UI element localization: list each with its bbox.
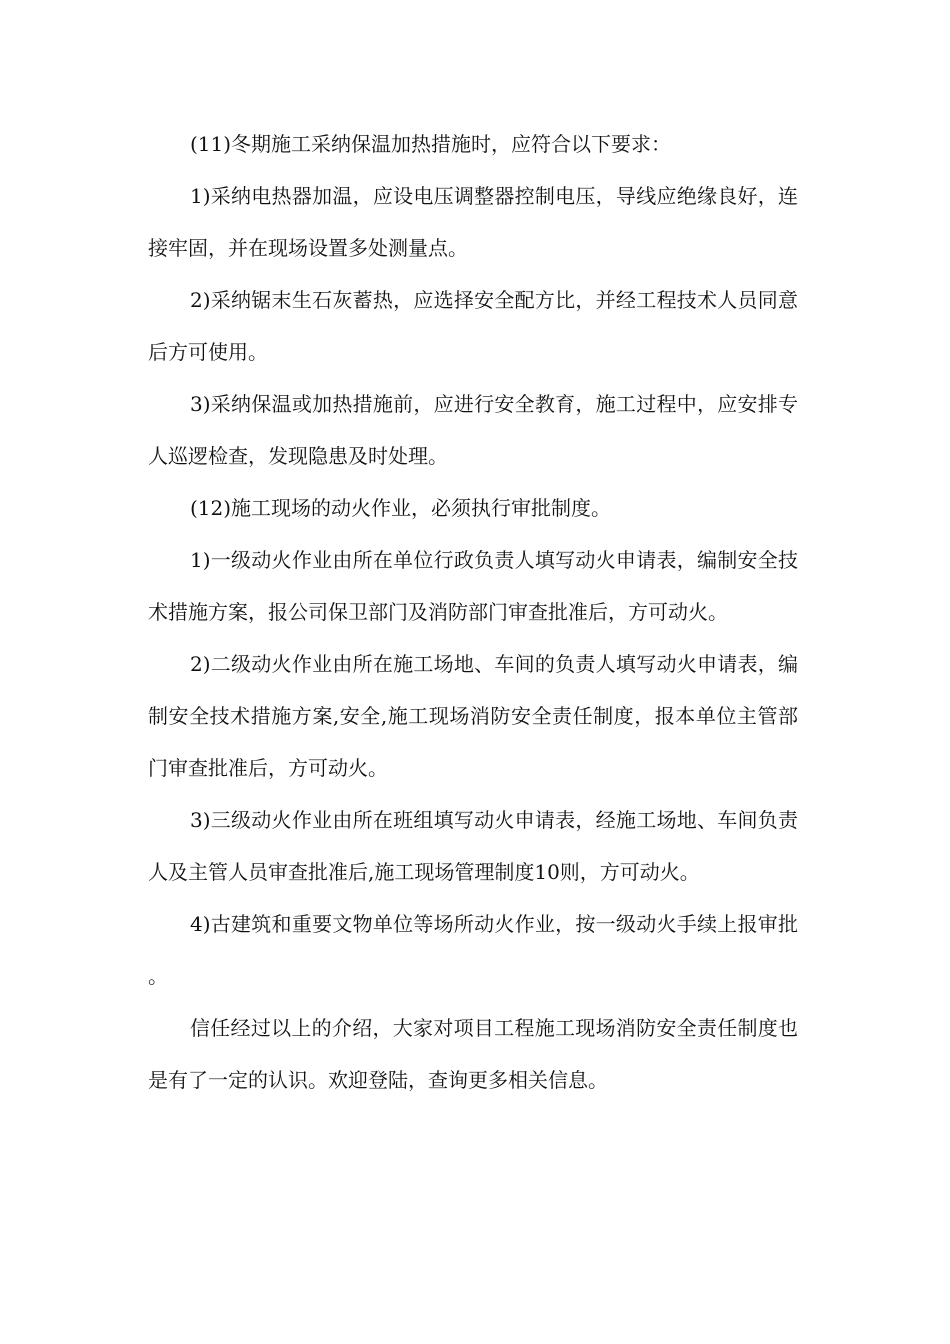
- paragraph-ancient-buildings: 4)古建筑和重要文物单位等场所动火作业，按一级动火手续上报审批。: [148, 912, 798, 988]
- paragraph-level-two-hot-work: 2)二级动火作业由所在施工场地、车间的负责人填写动火申请表，编制安全技术措施方案,安全,施工现场消防安全责任制度，报本单位主管部门审查批准后，方可动火。: [148, 652, 798, 780]
- paragraph-level-one-hot-work: 1)一级动火作业由所在单位行政负责人填写动火申请表，编制安全技术措施方案，报公司保卫部门及消防部门审查批准后，方可动火。: [148, 548, 798, 624]
- paragraph-hot-work-approval: (12)施工现场的动火作业，必须执行审批制度。: [190, 496, 612, 520]
- paragraph-closing-note: 信任经过以上的介绍，大家对项目工程施工现场消防安全责任制度也是有了一定的认识。欢迎登陆，查询更多相关信息。: [148, 1016, 798, 1092]
- paragraph-winter-heating-requirements: (11)冬期施工采纳保温加热措施时，应符合以下要求：: [190, 132, 672, 156]
- paragraph-sawdust-lime: 2)采纳锯末生石灰蓄热，应选择安全配方比，并经工程技术人员同意后方可使用。: [148, 288, 798, 364]
- paragraph-electric-heater: 1)采纳电热器加温，应设电压调整器控制电压，导线应绝缘良好，连接牢固，并在现场设置多处测量点。: [148, 184, 798, 260]
- document-body: [148, 118, 798, 1106]
- paragraph-safety-education: 3)采纳保温或加热措施前，应进行安全教育，施工过程中，应安排专人巡逻检查，发现隐患及时处理。: [148, 392, 798, 468]
- paragraph-level-three-hot-work: 3)三级动火作业由所在班组填写动火申请表，经施工场地、车间负责人及主管人员审查批准后,施工现场管理制度10则，方可动火。: [148, 808, 798, 884]
